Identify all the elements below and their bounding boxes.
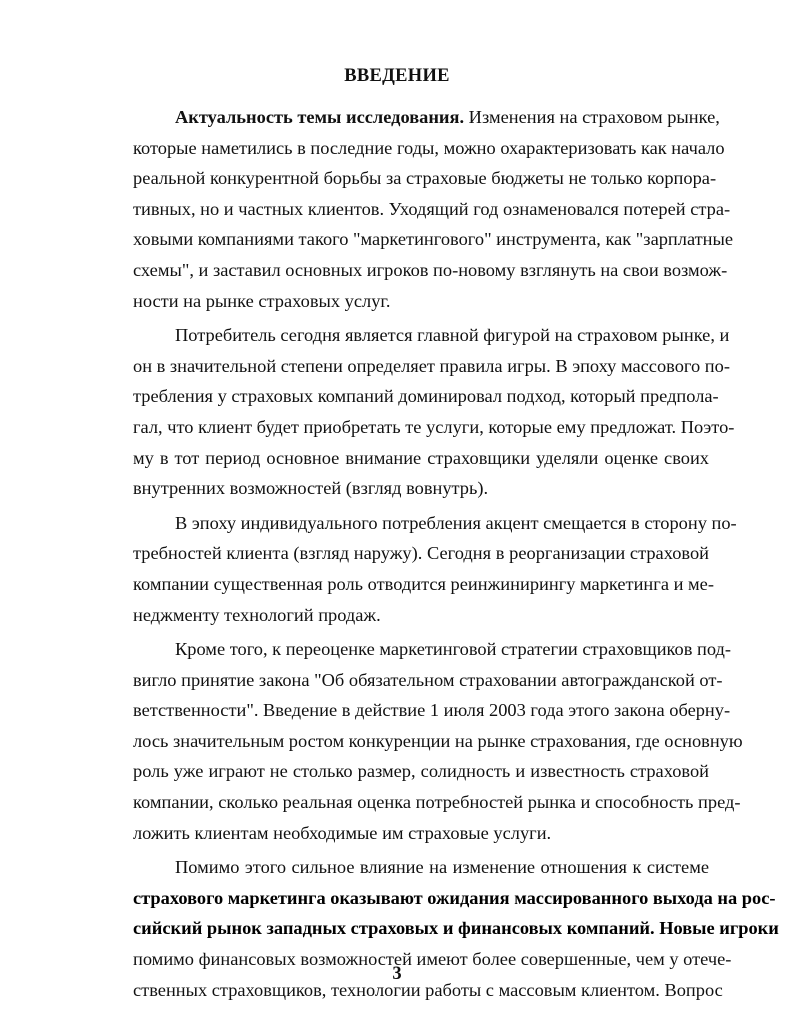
section-title: ВВЕДЕНИЕ xyxy=(344,66,450,86)
paragraph-line: требления у страховых компаний доминировал подход, который предпола- xyxy=(133,386,719,407)
page-number: 3 xyxy=(392,964,402,984)
body-text xyxy=(133,102,779,1005)
paragraph-line: Кроме того, к переоценке маркетинговой стратегии страховщиков под- xyxy=(175,639,731,660)
paragraph-relevance xyxy=(133,102,734,316)
paragraph-line: неджменту технологий продаж. xyxy=(133,604,381,625)
paragraph-line: внутренних возможностей (взгляд вовнутрь). xyxy=(133,478,489,499)
paragraph-line: ветственности". Введение в действие 1 июля 2003 года этого закона оберну- xyxy=(133,700,731,721)
paragraph-line: ложить клиентам необходимые им страховые услуги. xyxy=(133,822,552,843)
paragraph-line: гал, что клиент будет приобретать те услуги, которые ему предложат. Поэто- xyxy=(133,416,735,437)
paragraph-law xyxy=(133,634,743,848)
paragraph-line: Потребитель сегодня является главной фигурой на страховом рынке, и xyxy=(175,325,730,346)
paragraph-line: страхового маркетинга оказывают ожидания массированного выхода на рос- xyxy=(133,887,776,908)
paragraph-line: Помимо этого сильное влияние на изменение отношения к системе xyxy=(175,857,709,878)
paragraph-line: компании существенная роль отводится реинжинирингу маркетинга и ме- xyxy=(133,573,714,594)
paragraph-line: лось значительным ростом конкуренции на рынке страхования, где основную xyxy=(133,730,743,751)
paragraph-line: которые наметились в последние годы, можно охарактеризовать как начало xyxy=(133,137,725,158)
paragraph-line: ховыми компаниями такого "маркетингового" инструмента, как "зарплатные xyxy=(133,229,734,250)
paragraph-line: ственных страховщиков, технологии работы с массовым клиентом. Вопрос xyxy=(133,979,723,1000)
paragraph-line: схемы", и заставил основных игроков по-новому взглянуть на свои возмож- xyxy=(133,259,728,280)
paragraph-line: требностей клиента (взгляд наружу). Сегодня в реорганизации страховой xyxy=(133,543,709,564)
paragraph-line: Актуальность темы исследования. Изменения на страховом рынке, xyxy=(175,107,720,127)
paragraph-line: сийский рынок западных страховых и финансовых компаний. Новые игроки xyxy=(133,918,779,939)
paragraph-line: роль уже играют не столько размер, солидность и известность страховой xyxy=(133,761,709,782)
paragraph-line: компании, сколько реальная оценка потребностей рынка и способность пред- xyxy=(133,792,741,813)
paragraph-line: му в тот период основное внимание страховщики уделяли оценке своих xyxy=(133,447,709,468)
paragraph-line: тивных, но и частных клиентов. Уходящий год ознаменовался потерей стра- xyxy=(133,198,731,219)
paragraph-line: помимо финансовых возможностей имеют более совершенные, чем у отече- xyxy=(133,949,732,970)
paragraph-line: В эпоху индивидуального потребления акцент смещается в сторону по- xyxy=(175,512,737,533)
paragraph-consumer xyxy=(133,320,735,504)
paragraph-line: реальной конкурентной борьбы за страховые бюджеты не только корпора- xyxy=(133,168,717,189)
paragraph-line: ности на рынке страховых услуг. xyxy=(133,290,391,311)
paragraph-line: он в значительной степени определяет правила игры. В эпоху массового по- xyxy=(133,355,730,376)
paragraph-individual-consumption xyxy=(133,508,737,630)
relevance-lead: Актуальность темы исследования. xyxy=(175,107,465,127)
paragraph-line: вигло принятие закона "Об обязательном страховании автогражданской от- xyxy=(133,669,723,690)
